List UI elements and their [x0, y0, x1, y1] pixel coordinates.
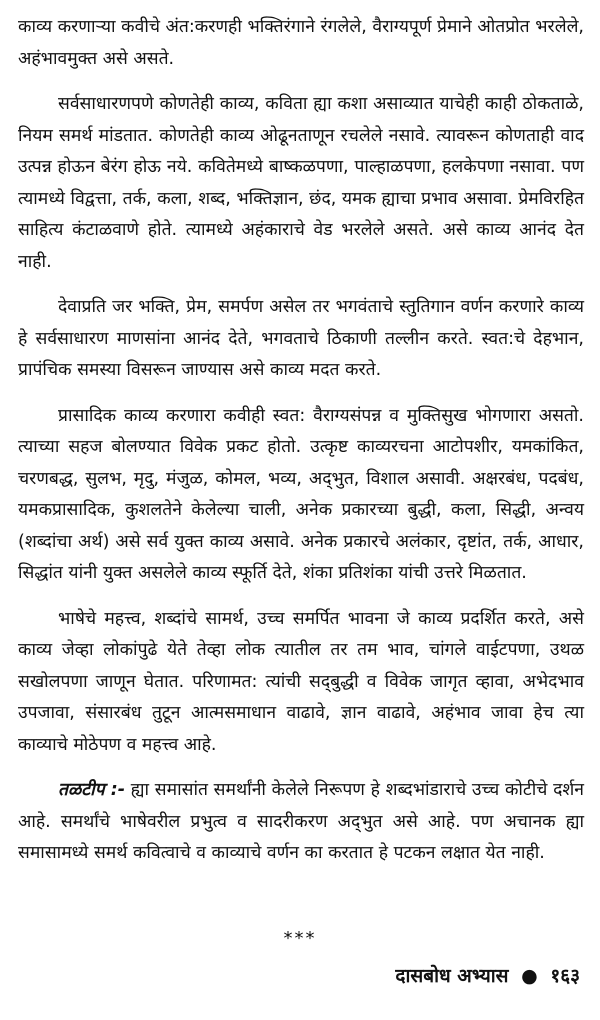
footnote-text: ह्या समासांत समर्थांनी केलेले निरूपण हे शब्दभांडाराचे उच्च कोटीचे दर्शन आहे. समर्थांचे भाषेवरील प्रभुत्व व सादरीकरण अद्‌भुत असे आहे. पण अचानक ह्या समासामध्ये समर्थ कवित्वाचे व काव्याचे वर्णन का करतात हे पटकन लक्षात येत नाही.: [18, 780, 584, 863]
page-footer: [395, 962, 580, 988]
paragraph-devotion: देवाप्रति जर भक्ति, प्रेम, समर्पण असेल तर भगवंताचे स्तुतिगान वर्णन करणारे काव्य हे सर्वसाधारण माणसांना आनंद देते, भगवताचे ठिकाणी तल्लीन करते. स्वत:चे देहभान, प्रापंचिक समस्या विसरून जाण्यास असे काव्य मदत करते.: [18, 297, 584, 380]
paragraph-prasadik-poet: प्रासादिक काव्य करणारा कवीही स्वत: वैराग्यसंपन्न व मुक्तिसुख भोगणारा असतो. त्याच्या सहज बोलण्यात विवेक प्रकट होतो. उत्कृष्ट काव्यरचना आटोपशीर, यमकांकित, चरणबद्ध, सुलभ, मृदु, मंजुळ, कोमल, भव्य, अद्‌भुत, विशाल असावी. अक्षरबंध, पदबंध, यमकप्रासादिक, कुशलतेने केलेल्या चाली, अनेक प्रकारच्या बुद्धी, कला, सिद्धी, अन्वय (शब्दांचा अर्थ) असे सर्व युक्त काव्य असावे. अनेक प्रकारचे अलंकार, दृष्टांत, तर्क, आधार, सिद्धांत यांनी युक्त असलेले काव्य स्फूर्ति देते, शंका प्रतिशंका यांची उत्तरे मिळतात.: [18, 405, 584, 583]
paragraph-poetry-rules: सर्वसाधारणपणे कोणतेही काव्य, कविता ह्या कशा असाव्यात याचेही काही ठोकताळे, नियम समर्थ मांडतात. कोणतेही काव्य ओढूनताणून रचलेले नसावे. त्यावरून कोणताही वाद उत्पन्न होऊन बेरंग होऊ नये. कवितेमध्ये बाष्कळपणा, पाल्हाळपणा, हलकेपणा नसावा. पण त्यामध्ये विद्वत्ता, तर्क, कला, शब्द, भक्तिज्ञान, छंद, यमक ह्याचा प्रभाव असावा. प्रेमविरहित साहित्य कंटाळवाणे होते. त्यामध्ये अहंकाराचे वेड भरलेले असते. असे काव्य आनंद देत नाही.: [18, 94, 584, 272]
footer-bullet-icon: ●: [521, 965, 538, 987]
footnote: [18, 775, 584, 870]
footnote-label: तळटीप :-: [58, 780, 126, 800]
paragraph-language-importance: भाषेचे महत्त्व, शब्दांचे सामर्थ, उच्च समर्पित भावना जे काव्य प्रदर्शित करते, असे काव्य जेव्हा लोकांपुढे येते तेव्हा लोक त्यातील तर तम भाव, चांगले वाईटपणा, उथळ सखोलपणा जाणून घेतात. परिणामत: त्यांची सद्‌बुद्धी व विवेक जागृत व्हावा, अभेदभाव उपजावा, संसारबंध तुटून आत्मसमाधान वाढावे, ज्ञान वाढावे, अहंभाव जावा हेच त्या काव्याचे मोठेपण व महत्त्व आहे.: [18, 608, 584, 755]
footer-page-number: १६३: [550, 965, 580, 987]
section-separator: ***: [283, 928, 317, 949]
paragraph-intro: काव्य करणाऱ्या कवीचे अंत:करणही भक्तिरंगाने रंगलेले, वैराग्यपूर्ण प्रेमाने ओतप्रोत भरलेले, अहंभावमुक्त असे असते.: [18, 17, 584, 69]
footer-book-title: दासबोध अभ्यास: [395, 965, 509, 987]
